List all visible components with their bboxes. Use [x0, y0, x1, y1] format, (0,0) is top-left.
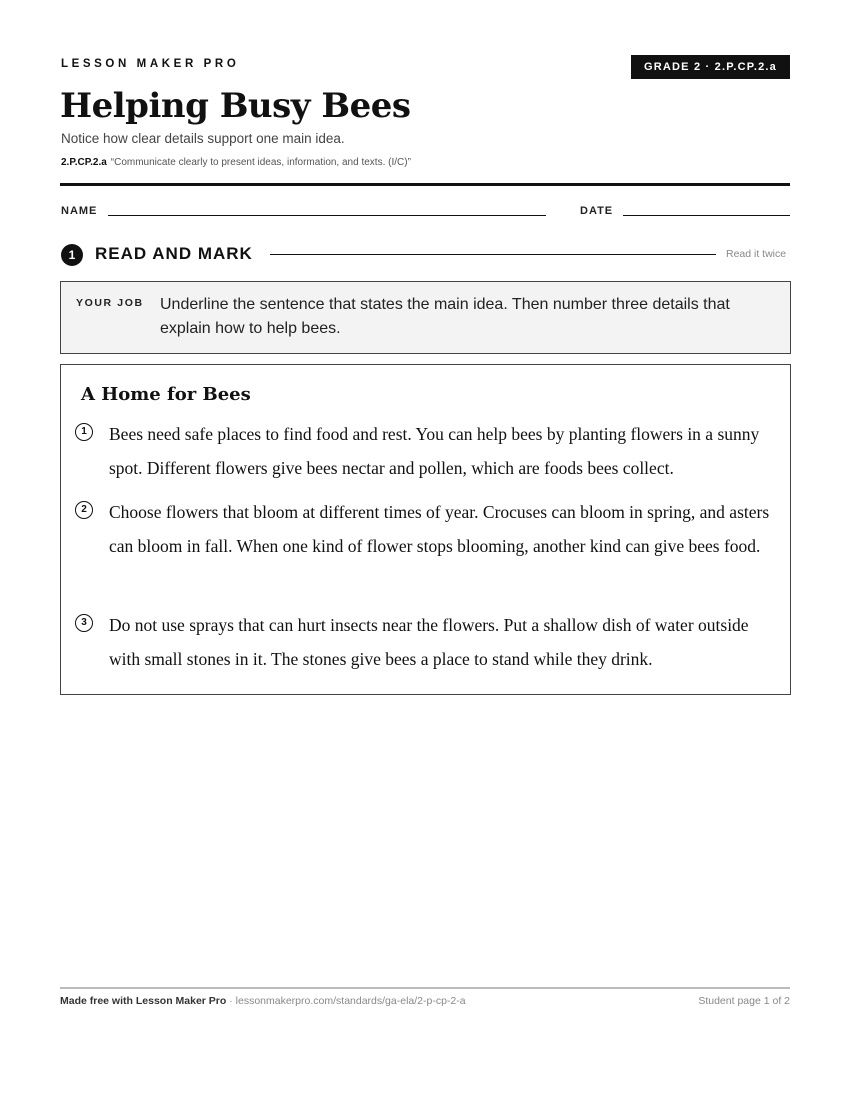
- paragraph-text: Do not use sprays that can hurt insects near the flowers. Put a shallow dish of water outside with small stones in it. The stones give bees a place to stand while they drink.: [109, 615, 749, 669]
- grade-badge: GRADE 2 · 2.P.CP.2.a: [631, 55, 790, 79]
- section-number-badge: 1: [61, 244, 83, 266]
- name-field[interactable]: [108, 215, 546, 216]
- passage-box: [60, 364, 791, 695]
- standard-code: 2.P.CP.2.a: [61, 157, 107, 168]
- footer-separator: ·: [226, 995, 236, 1007]
- page-subtitle: Notice how clear details support one main idea.: [61, 131, 345, 146]
- footer-made-with: Made free with Lesson Maker Pro: [60, 995, 227, 1007]
- instructions-label: YOUR JOB: [76, 297, 144, 309]
- passage-title: A Home for Bees: [81, 384, 251, 405]
- section-hint: Read it twice: [726, 248, 787, 260]
- date-field[interactable]: [623, 215, 790, 216]
- footer-divider: [60, 987, 790, 989]
- section-title: READ AND MARK: [95, 244, 253, 263]
- paragraph-text: Choose flowers that bloom at different times of year. Crocuses can bloom in spring, and asters can bloom in fall. When one kind of flower stops blooming, another kind can give bees food.: [109, 502, 770, 556]
- paragraph-number: 2: [75, 501, 93, 519]
- footer-url[interactable]: lessonmakerpro.com/standards/ga-ela/2-p-cp-2-a: [235, 995, 466, 1007]
- standard-text: “Communicate clearly to present ideas, information, and texts. (I/C)”: [110, 157, 411, 168]
- name-label: NAME: [61, 205, 98, 217]
- footer-credit: [60, 995, 466, 1007]
- brand-name: LESSON MAKER PRO: [61, 58, 240, 70]
- section-divider: [270, 254, 716, 255]
- date-label: DATE: [580, 205, 614, 217]
- paragraph-number: 1: [75, 423, 93, 441]
- footer-page-number: Student page 1 of 2: [698, 995, 790, 1007]
- instructions-box: [60, 281, 791, 354]
- page-title: Helping Busy Bees: [60, 86, 411, 126]
- paragraph-number: 3: [75, 614, 93, 632]
- instructions-text: Underline the sentence that states the main idea. Then number three details that explain how to help bees.: [160, 296, 730, 337]
- standard-line: [61, 157, 411, 168]
- header-divider: [60, 183, 790, 186]
- paragraph-text: Bees need safe places to find food and rest. You can help bees by planting flowers in a sunny spot. Different flowers give bees nectar and pollen, which are foods bees collect.: [109, 424, 760, 478]
